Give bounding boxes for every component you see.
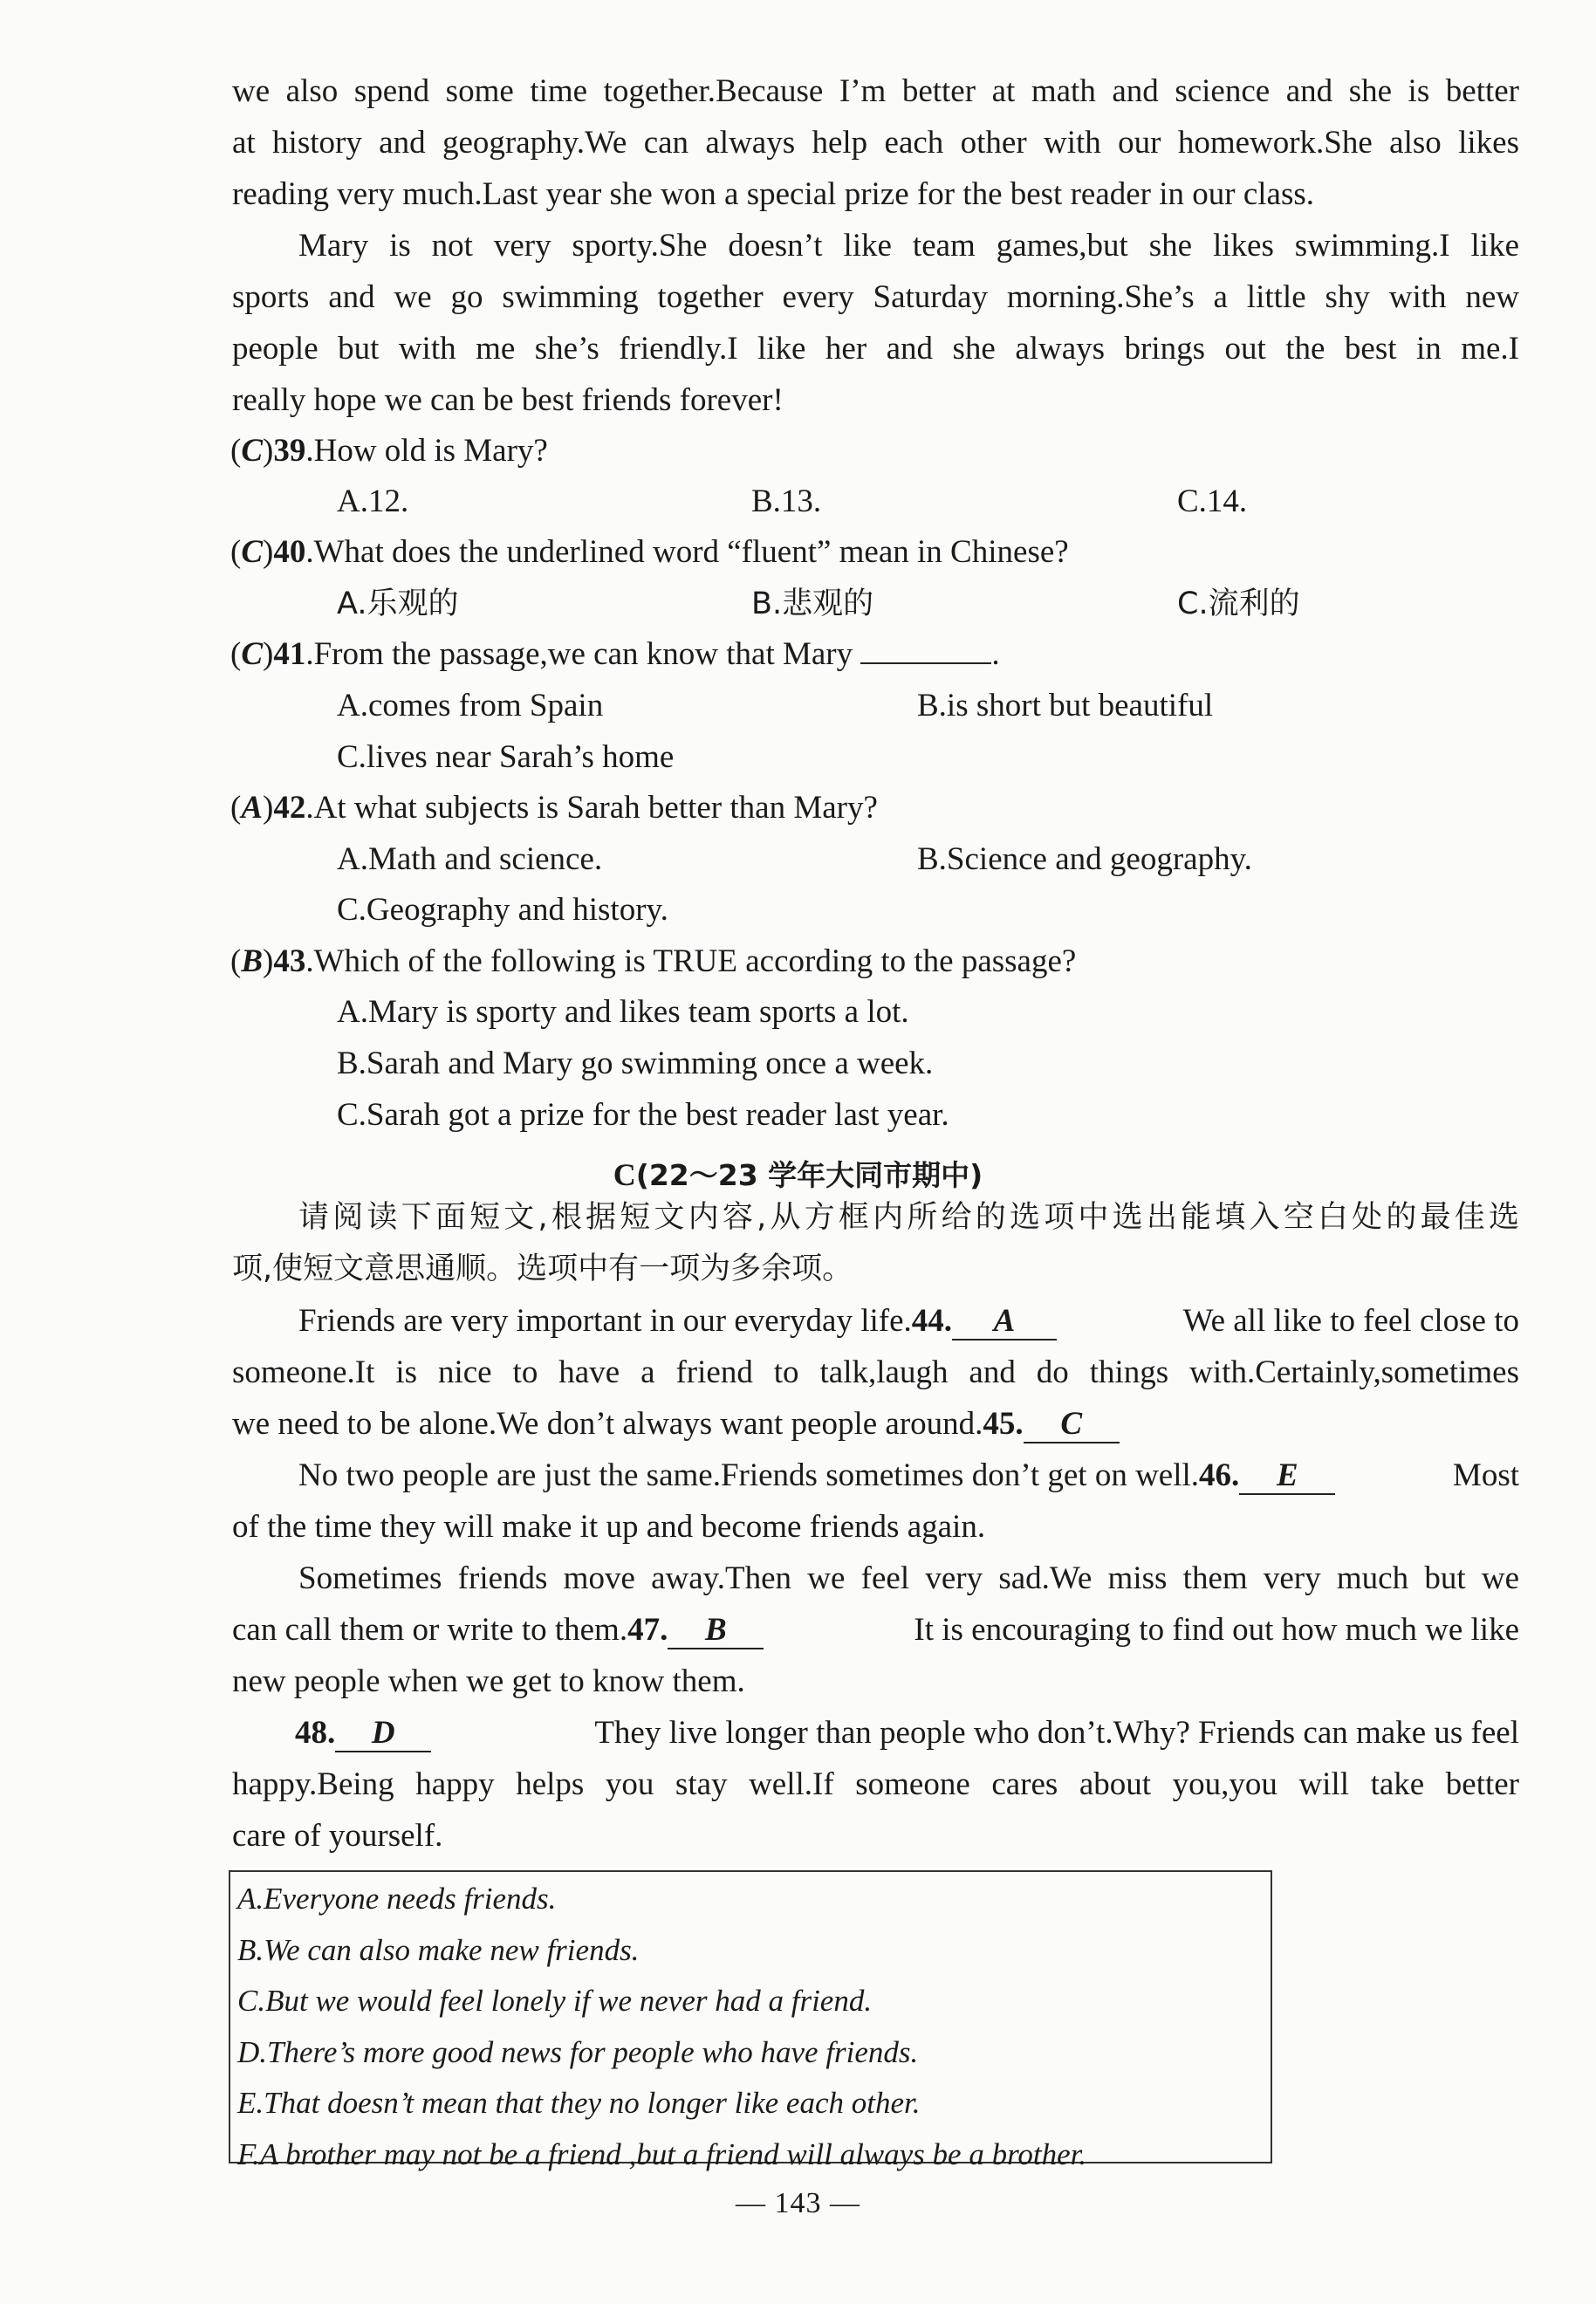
answer-mark: C (241, 636, 264, 672)
option-b: B.is short but beautiful (917, 688, 1214, 723)
text-line: we also spend some time together.Because I’m better at math and science and she is better (232, 73, 1519, 109)
text-line: Mary is not very sporty.She doesn’t like team games,but she likes swimming.I like (298, 228, 1519, 264)
passage-paragraph (232, 220, 1519, 426)
box-option: D.There’s more good news for people who have friends. (237, 2034, 919, 2069)
answer-blank (860, 662, 991, 664)
answer-blank: D (335, 1716, 431, 1752)
box-option: E.That doesn’t mean that they no longer like each other. (237, 2086, 921, 2120)
options-box (229, 1870, 1272, 2171)
answer-mark: B (241, 943, 264, 979)
option-a: A.Mary is sporty and likes team sports a lot. (337, 994, 909, 1030)
question-number: 43 (273, 943, 306, 979)
question-39: (C)39.How old is Mary? (230, 433, 548, 469)
question-stem-end: . (991, 636, 1000, 672)
option-b: B.Science and geography. (917, 841, 1252, 877)
blank-number: 46. (1199, 1457, 1240, 1493)
section-source: (22～23 学年大同市期中) (635, 1158, 983, 1192)
section-letter: C (613, 1157, 636, 1192)
blank-number: 44. (911, 1303, 953, 1339)
question-40: (C)40.What does the underlined word “fluent” mean in Chinese? (230, 534, 1069, 570)
answer-mark: C (241, 534, 264, 570)
passage-paragraph (232, 65, 1519, 220)
option-a: A.乐观的 (337, 586, 459, 621)
option-a: A.Math and science. (337, 841, 603, 877)
text-line: care of yourself. (232, 1818, 443, 1854)
box-option: C.But we would feel lonely if we never had a friend. (237, 1984, 873, 2018)
answer-mark: C (241, 433, 264, 469)
question-number: 39 (273, 433, 306, 469)
text-line: happy.Being happy helps you stay well.If someone cares about you,you will take better (232, 1766, 1519, 1802)
text-line: 48. D They live longer than people who don’t.Why? Friends can make us feel (295, 1715, 1519, 1751)
cloze-paragraph (232, 1450, 1519, 1553)
option-c: C.流利的 (1177, 586, 1300, 621)
blank-number: 45. (983, 1406, 1024, 1442)
question-number: 41 (273, 636, 306, 672)
text-line: new people when we get to know them. (232, 1663, 745, 1699)
cloze-paragraph (232, 1553, 1519, 1707)
text-line: sports and we go swimming together every Saturday morning.She’s a little shy with new (232, 279, 1519, 315)
text-line: Sometimes friends move away.Then we feel very sad.We miss them very much but we (298, 1560, 1519, 1596)
option-b: B.13. (751, 483, 822, 519)
option-c: C.Sarah got a prize for the best reader last year. (337, 1097, 949, 1133)
question-stem: At what subjects is Sarah better than Mary? (313, 790, 878, 826)
question-number: 40 (273, 534, 306, 570)
question-42: (A)42.At what subjects is Sarah better than Mary? (230, 790, 878, 826)
text-line: reading very much.Last year she won a special prize for the best reader in our class. (232, 176, 1315, 212)
text-line: someone.It is nice to have a friend to talk,laugh and do things with.Certainly,sometimes (232, 1354, 1519, 1390)
option-b: B.悲观的 (751, 586, 874, 621)
option-c: C.14. (1177, 483, 1248, 519)
text-line: we need to be alone.We don’t always want people around.45. C (232, 1398, 1519, 1450)
blank-number: 47. (627, 1612, 668, 1648)
text-line: at history and geography.We can always help each other with our homework.She also likes (232, 125, 1519, 161)
box-option: A.Everyone needs friends. (237, 1882, 557, 1916)
cloze-paragraph (232, 1707, 1519, 1862)
answer-mark: A (241, 790, 264, 826)
question-stem: From the passage,we can know that Mary (313, 636, 853, 672)
text-line: No two people are just the same.Friends sometimes don’t get on well.46. E Most (298, 1457, 1519, 1493)
text-line: of the time they will make it up and become friends again. (232, 1509, 986, 1545)
option-a: A.12. (337, 483, 409, 519)
text-line: Friends are very important in our everyday life.44. A We all like to feel close to (298, 1303, 1519, 1339)
text-line: really hope we can be best friends forever! (232, 382, 784, 418)
question-stem: How old is Mary? (313, 433, 548, 469)
page-number: — 143 — (736, 2187, 860, 2219)
box-option: F.A brother may not be a friend ,but a friend will always be a brother. (237, 2136, 1087, 2171)
option-a: A.comes from Spain (337, 688, 604, 723)
answer-blank: A (952, 1304, 1057, 1341)
instruction-line: 项,使短文意思通顺。选项中有一项为多余项。 (232, 1251, 853, 1286)
instruction-line: 请阅读下面短文,根据短文内容,从方框内所给的选项中选出能填入空白处的最佳选 (298, 1200, 1519, 1235)
answer-blank: E (1239, 1458, 1335, 1495)
text-line: can call them or write to them.47. B It is encouraging to find out how much we like (232, 1612, 1519, 1648)
question-number: 42 (273, 790, 306, 826)
option-b: B.Sarah and Mary go swimming once a week. (337, 1046, 934, 1081)
box-option: B.We can also make new friends. (237, 1932, 640, 1967)
question-stem: Which of the following is TRUE according to the passage? (313, 943, 1077, 979)
question-43: (B)43.Which of the following is TRUE according to the passage? (230, 943, 1077, 979)
cloze-paragraph (232, 1295, 1519, 1450)
option-c: C.lives near Sarah’s home (337, 739, 675, 775)
text-line: people but with me she’s friendly.I like her and she always brings out the best in me.I (232, 331, 1519, 367)
question-stem: What does the underlined word “fluent” mean in Chinese? (313, 534, 1069, 570)
blank-number: 48. (295, 1715, 336, 1751)
answer-blank: B (668, 1613, 764, 1649)
answer-blank: C (1024, 1407, 1120, 1443)
instructions (232, 1192, 1519, 1295)
option-c: C.Geography and history. (337, 892, 668, 928)
question-41: (C)41.From the passage,we can know that Mary . (230, 636, 1000, 672)
